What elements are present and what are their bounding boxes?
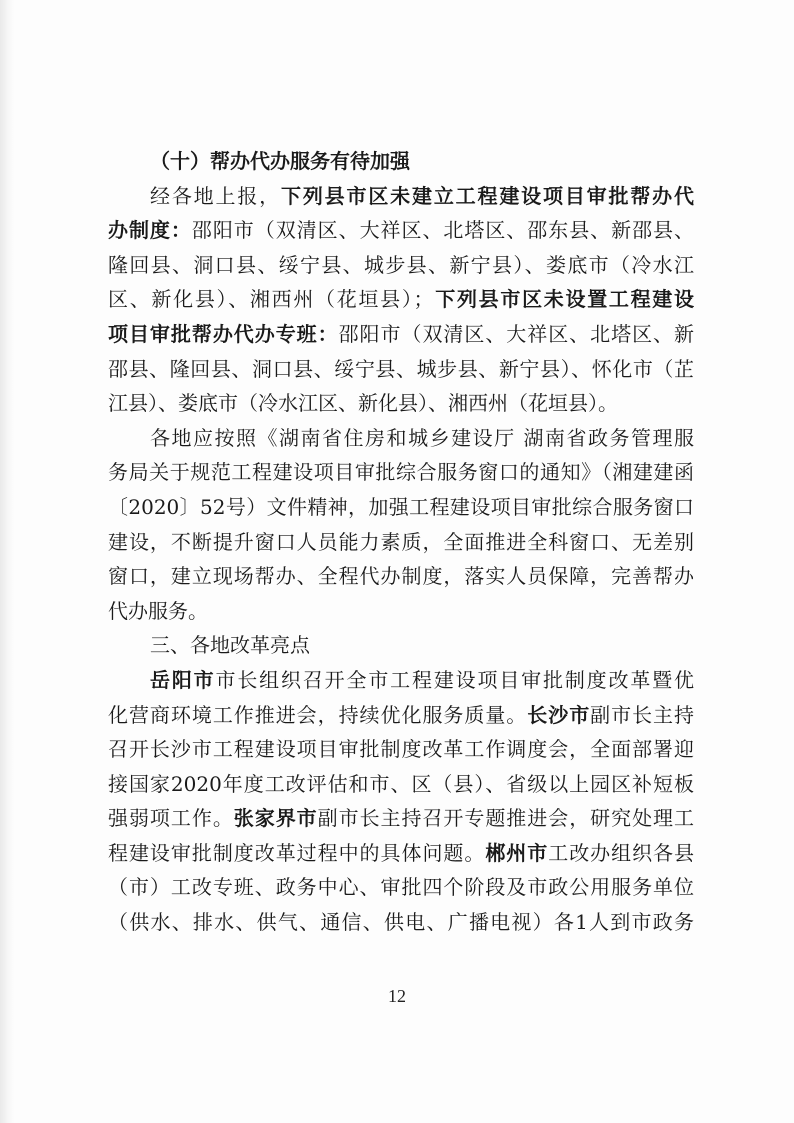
para3-line-5	[108, 801, 694, 836]
city-name: 郴州市	[485, 840, 549, 865]
scan-edge-shadow	[0, 0, 14, 1123]
para2-line-4: 建设，不断提升窗口人员能力素质，全面推进全科窗口、无差别	[108, 529, 694, 554]
para2-line-5: 窗口，建立现场帮办、全程代办制度，落实人员保障，完善帮办	[108, 564, 694, 589]
bold-text: 办制度：	[108, 218, 192, 243]
section-3-heading: 三、各地改革亮点	[150, 633, 310, 658]
text: 化营商环境工作推进会，持续优化服务质量。	[108, 702, 528, 727]
para3-line-3: 召开长沙市工程建设项目审批制度改革工作调度会，全面部署迎	[108, 737, 694, 762]
city-name: 张家界市	[233, 806, 318, 831]
section-10-heading: （十）帮办代办服务有待加强	[150, 149, 410, 173]
para2-line-6: 代办服务。	[108, 598, 208, 623]
para2-line-1: 各地应按照《湖南省住房和城乡建设厅 湖南省政务管理服	[150, 425, 694, 450]
para1-line-4	[108, 282, 694, 317]
text: 邵阳市（双清区、大祥区、北塔区、新	[338, 321, 694, 346]
text: 副市长主持	[590, 702, 694, 727]
city-name: 长沙市	[527, 702, 591, 727]
para1-line-6: 邵县、隆回县、洞口县、绥宁县、城步县、新宁县）、怀化市（芷	[108, 356, 694, 381]
para2-line-3: 〔2020〕52号）文件精神，加强工程建设项目审批综合服务窗口	[108, 494, 694, 519]
text: 经各地上报，	[150, 183, 281, 208]
text: 区、新化县）、湘西州（花垣县）；	[108, 287, 434, 312]
para3-line-6	[108, 836, 694, 871]
para3-line-2	[108, 698, 694, 733]
para1-line-2	[108, 213, 694, 248]
bold-text: 项目审批帮办代办专班：	[108, 321, 339, 346]
para2-line-2: 务局关于规范工程建设项目审批综合服务窗口的通知》（湘建建函	[108, 460, 694, 485]
city-name: 岳阳市	[150, 667, 216, 692]
text: 市长组织召开全市工程建设项目审批制度改革暨优	[215, 667, 694, 692]
para1-line-5	[108, 317, 694, 352]
text: 强弱项工作。	[108, 806, 234, 831]
para3-line-8: （供水、排水、供气、通信、供电、广播电视）各1人到市政务	[108, 910, 694, 935]
para1-line-1	[108, 179, 694, 214]
para1-line-3: 隆回县、洞口县、绥宁县、城步县、新宁县）、娄底市（冷水江	[108, 252, 694, 277]
para3-line-7: （市）工改专班、政务中心、审批四个阶段及市政公用服务单位	[108, 875, 694, 900]
text: 工改办组织各县	[548, 840, 694, 865]
text: 程建设审批制度改革过程中的具体问题。	[108, 840, 486, 865]
para3-line-1	[108, 663, 694, 698]
para3-line-4: 接国家2020年度工改评估和市、区（县）、省级以上园区补短板	[108, 771, 694, 796]
text: 邵阳市（双清区、大祥区、北塔区、邵东县、新邵县、	[191, 218, 694, 243]
bold-text: 下列县市区未建立工程建设项目审批帮办代	[281, 183, 694, 208]
document-body	[108, 144, 694, 940]
page-number: 12	[388, 986, 406, 1006]
text: 副市长主持召开专题推进会，研究处理工	[317, 806, 694, 831]
para1-line-7: 江县）、娄底市（冷水江区、新化县）、湘西州（花垣县）。	[108, 391, 618, 416]
bold-text: 下列县市区未设置工程建设	[433, 287, 694, 312]
